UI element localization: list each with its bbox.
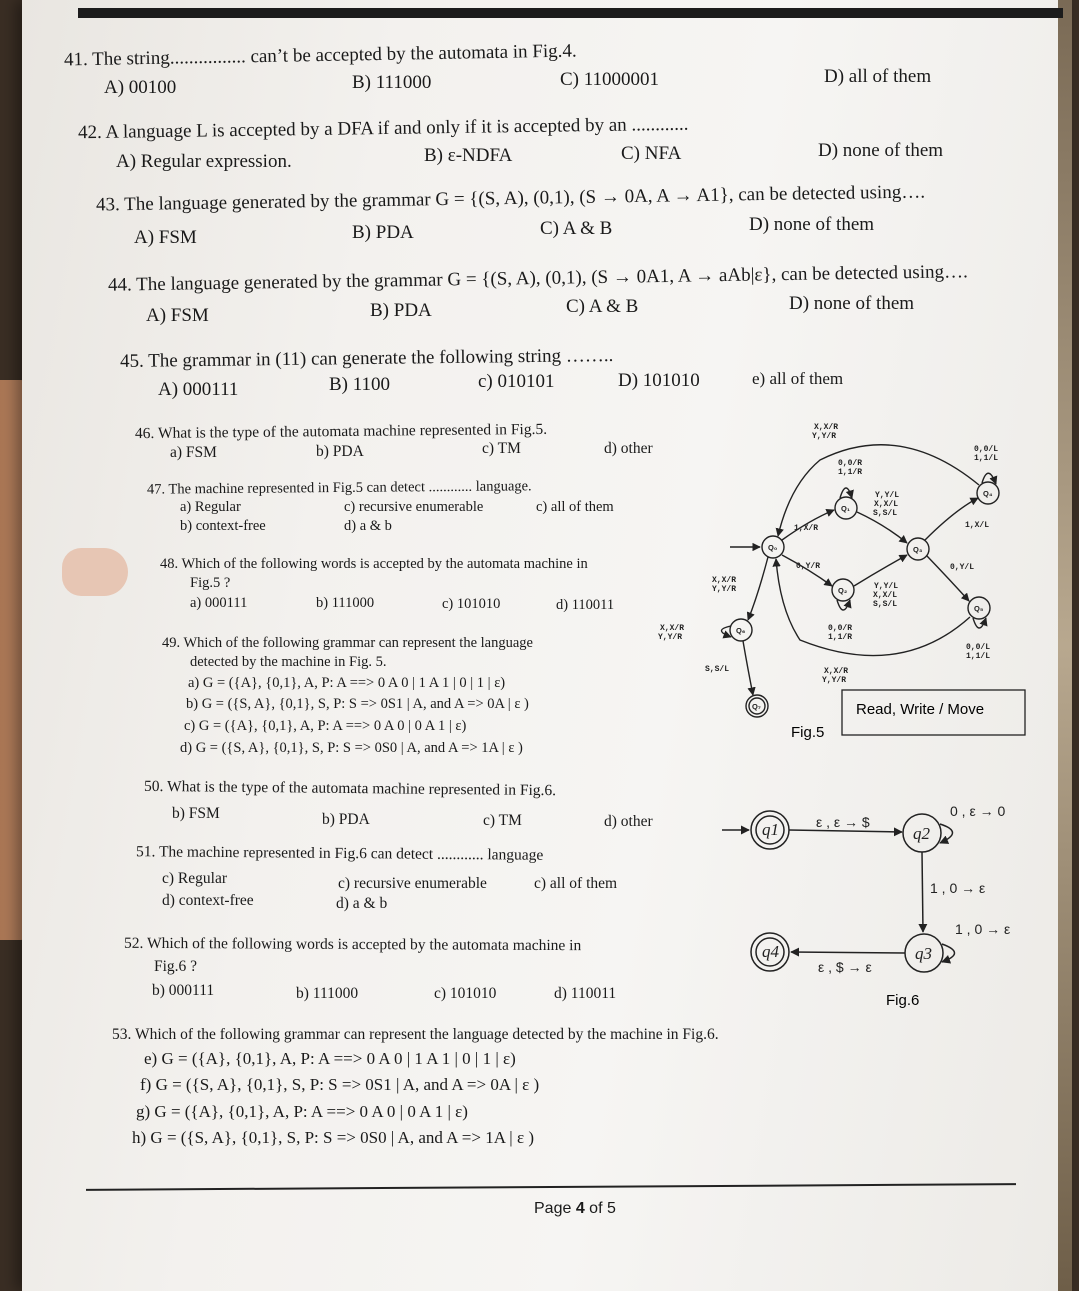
fig5-edge-label: 1,X/R [794, 524, 819, 533]
q48-text-2: Fig.5 ? [190, 575, 231, 591]
q49-option-b: b) G = ({S, A}, {0,1}, S, P: S => 0S1 | A, and A => 0A | ε ) [186, 696, 529, 712]
q42-option-c: C) NFA [621, 143, 682, 164]
fig5-edge-label: X,X/R [814, 423, 839, 432]
q42-text: 42. A language L is accepted by a DFA if and only if it is accepted by an ............ [77, 113, 689, 144]
q49-text-2: detected by the machine in Fig. 5. [190, 654, 387, 670]
fig5-edge-label: 1,1/R [838, 468, 863, 477]
fig5-label-q1: Q₁ [841, 504, 850, 513]
q48-option-c: c) 101010 [442, 596, 501, 612]
q41-option-c: C) 11000001 [560, 69, 660, 90]
fig6-caption: Fig.6 [886, 992, 920, 1009]
q49-option-a: a) G = ({A}, {0,1}, A, P: A ==> 0 A 0 | 1 A 1 | 0 | 1 | ε) [188, 675, 506, 691]
fig5-label-q0: Q₀ [768, 543, 778, 552]
fig5-edge-label: Y,Y/R [712, 585, 737, 594]
q46-text: 46. What is the type of the automata machine represented in Fig.5. [134, 420, 548, 443]
fig5-edge-label: 1,1/L [974, 454, 999, 463]
q47-option-e: d) a & b [344, 518, 392, 534]
fig5-edge-label: 1,1/R [828, 633, 853, 642]
fig5-edge-label: 0,Y/L [950, 563, 975, 572]
fig5-edge-label: Y,Y/R [822, 676, 847, 685]
q48-text: 48. Which of the following words is accepted by the automata machine in [160, 556, 588, 572]
fig5-edge-label: 1,X/L [965, 521, 990, 530]
fig6-label-q3: q3 [915, 944, 932, 963]
fig5-edge-label: X,X/L [874, 500, 899, 509]
fig6-label-q2: q2 [913, 824, 930, 843]
q43-text: 43. The language generated by the grammar G = {(S, A), (0,1), (S → 0A, A → A1}, can be detected using…. [95, 181, 926, 216]
q53-text: 53. Which of the following grammar can represent the language detected by the machine in Fig.6. [112, 1026, 719, 1043]
q53-option-h: h) G = ({S, A}, {0,1}, S, P: S => 0S0 | A, and A => 1A | ε ) [132, 1128, 534, 1147]
q46-option-c: c) TM [482, 440, 521, 457]
q50-text: 50. What is the type of the automata machine represented in Fig.6. [143, 777, 557, 800]
q45-option-d: D) 101010 [618, 370, 700, 391]
page-prefix: Page [534, 1200, 576, 1217]
q51-option-a: c) Regular [162, 870, 227, 887]
q49-text: 49. Which of the following grammar can represent the language [162, 635, 533, 651]
fig5-edge-label: Y,Y/L [875, 491, 900, 500]
fig6-edge-q3-loop: 1 , 0 → ε [955, 921, 1011, 937]
q53-option-e: e) G = ({A}, {0,1}, A, P: A ==> 0 A 0 | 1 A 1 | 0 | 1 | ε) [144, 1049, 516, 1068]
fig5-legend-text: Read, Write / Move [856, 701, 985, 718]
fig5-label-q5: Q₅ [974, 604, 984, 613]
q45-option-b: B) 1100 [329, 374, 391, 395]
page-number [534, 1200, 616, 1218]
q46-option-d: d) other [604, 440, 653, 457]
fig6-label-q1: q1 [762, 820, 779, 839]
fig5-label-q6: Q₆ [736, 626, 746, 635]
q48-option-d: d) 110011 [556, 597, 615, 613]
fig5-edge-label: S,S/L [705, 665, 730, 674]
q50-option-b: b) PDA [322, 811, 370, 828]
q44-text: 44. The language generated by the grammar G = {(S, A), (0,1), (S → 0A1, A → aAb|ε}, can be detected using…. [107, 261, 968, 296]
page-current: 4 [575, 1200, 585, 1217]
q50-option-c: c) TM [483, 812, 522, 829]
q52-text: 52. Which of the following words is accepted by the automata machine in [123, 934, 582, 955]
page-total: 5 [606, 1200, 616, 1217]
fig6-edge-q2-q3: 1 , 0 → ε [930, 880, 986, 896]
q44-option-d: D) none of them [789, 293, 915, 314]
q41-option-d: D) all of them [824, 66, 932, 87]
fig5-label-q2: Q₂ [838, 586, 848, 595]
fig5-edge-label: X,X/R [824, 667, 849, 676]
q51-option-b: d) context-free [162, 892, 254, 909]
fig5-edge-label: X,X/R [660, 624, 685, 633]
q43-option-d: D) none of them [749, 214, 875, 235]
fig5-caption: Fig.5 [791, 724, 825, 741]
q42-option-d: D) none of them [818, 140, 944, 161]
q47-text: 47. The machine represented in Fig.5 can detect ............ language. [146, 478, 532, 498]
q45-option-a: A) 000111 [158, 379, 239, 400]
q49-option-c: c) G = ({A}, {0,1}, A, P: A ==> 0 A 0 | 0 A 1 | ε) [184, 718, 467, 734]
q51-option-e: d) a & b [336, 895, 388, 912]
fig5-edge-label: 0,0/L [974, 445, 999, 454]
q52-option-c: c) 101010 [434, 985, 497, 1002]
q44-option-b: B) PDA [370, 300, 432, 321]
fig5-edge-label: Y,Y/R [812, 432, 837, 441]
q41-option-a: A) 00100 [104, 77, 177, 98]
q53-option-g: g) G = ({A}, {0,1}, A, P: A ==> 0 A 0 | 0 A 1 | ε) [136, 1102, 468, 1121]
q43-option-c: C) A & B [540, 218, 613, 239]
q47-option-a: a) Regular [180, 499, 241, 515]
q41-option-b: B) 111000 [352, 72, 432, 93]
fig6-edge-q2-loop: 0 , ε → 0 [950, 803, 1006, 819]
q49-option-d: d) G = ({S, A}, {0,1}, S, P: S => 0S0 | A, and A => 1A | ε ) [180, 740, 523, 756]
q45-text: 45. The grammar in (11) can generate the following string …….. [119, 344, 614, 373]
q47-option-c: c) recursive enumerable [344, 499, 484, 515]
fig5-edge-label: Y,Y/L [874, 582, 899, 591]
q41-text: 41. The string................ can’t be accepted by the automata in Fig.4. [63, 40, 577, 71]
fig5-edge-label: X,X/L [873, 591, 898, 600]
q51-option-d: c) all of them [534, 875, 618, 892]
page-of: of [584, 1200, 607, 1217]
q52-option-a: b) 000111 [152, 982, 215, 999]
q48-option-b: b) 111000 [316, 595, 375, 611]
q52-option-d: d) 110011 [554, 985, 617, 1002]
q43-option-a: A) FSM [134, 227, 197, 248]
fig5-label-q7: Q₇ [752, 702, 761, 711]
fig6-label-q4: q4 [762, 942, 779, 961]
q45-option-e: e) all of them [752, 369, 844, 388]
q52-text-2: Fig.6 ? [154, 958, 198, 975]
q50-option-d: d) other [604, 813, 653, 830]
q50-option-a: b) FSM [172, 805, 220, 822]
fig6-edge-q3-q4: ε , $ → ε [818, 959, 872, 975]
q44-option-c: C) A & B [566, 296, 639, 317]
fig5-edge-label: S,S/L [873, 600, 898, 609]
q52-option-b: b) 111000 [296, 985, 359, 1002]
q47-option-d: c) all of them [536, 499, 614, 515]
q44-option-a: A) FSM [146, 305, 209, 326]
fig5-edge-label: 0,Y/R [796, 562, 821, 571]
q48-option-a: a) 000111 [190, 595, 248, 611]
q51-text: 51. The machine represented in Fig.6 can detect ............ language [135, 843, 544, 864]
fig5-edge-label: 0,0/R [838, 459, 863, 468]
q45-option-c: c) 010101 [478, 371, 555, 392]
fig5-edge-label: 1,1/L [966, 652, 991, 661]
fig5-edge-label: 0,0/L [966, 643, 991, 652]
q46-option-b: b) PDA [316, 443, 364, 460]
q42-option-b: B) ε-NDFA [424, 145, 513, 166]
q42-option-a: A) Regular expression. [116, 151, 292, 172]
fig5-edge-label: S,S/L [873, 509, 898, 518]
q51-option-c: c) recursive enumerable [338, 875, 487, 892]
fig5-edge-label: Y,Y/R [658, 633, 683, 642]
fig6-edge-q1-q2: ε , ε → $ [816, 814, 870, 830]
q47-option-b: b) context-free [180, 518, 266, 534]
fig5-edge-label: X,X/R [712, 576, 737, 585]
q43-option-b: B) PDA [352, 222, 414, 243]
fig5-edge-label: 0,0/R [828, 624, 853, 633]
q53-option-f: f) G = ({S, A}, {0,1}, S, P: S => 0S1 | A, and A => 0A | ε ) [140, 1075, 540, 1094]
q46-option-a: a) FSM [170, 444, 217, 461]
fig5-label-q4: Q₄ [983, 489, 993, 498]
fig5-label-q3: Q₃ [913, 545, 923, 554]
